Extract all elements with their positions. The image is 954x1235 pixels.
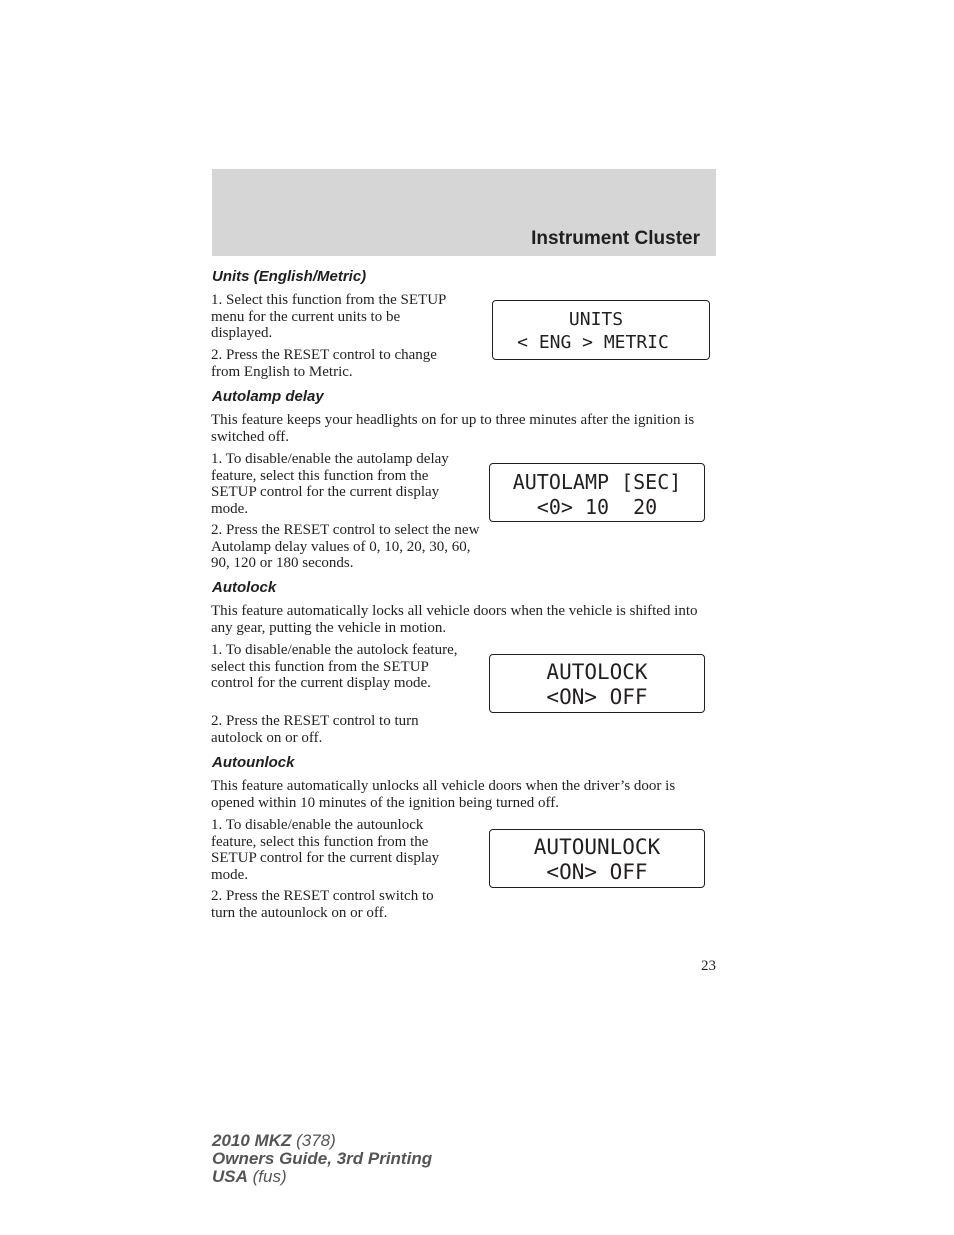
autolamp-display (489, 463, 705, 522)
footer-model: 2010 MKZ (212, 1131, 292, 1150)
autolamp-intro: This feature keeps your headlights on for up to three minutes after the ignition is switched off. (211, 412, 695, 445)
autolamp-step-2: 2. Press the RESET control to select the new Autolamp delay values of 0, 10, 20, 30, 60, 90, 120 or 180 seconds. (211, 522, 480, 571)
units-step-1: 1. Select this function from the SETUP menu for the current units to be displayed. (211, 292, 446, 341)
footer-market: USA (212, 1167, 248, 1186)
autounlock-display (489, 829, 705, 888)
autolamp-display-line-2: <0> 10 20 (536, 495, 658, 519)
units-display (492, 300, 710, 360)
footer-market-code: (fus) (252, 1167, 287, 1186)
footer-line-3 (212, 1168, 432, 1186)
footer-model-code: (378) (296, 1131, 336, 1150)
autolamp-step-1: 1. To disable/enable the autolamp delay feature, select this function from the SETUP control for the current display mode. (211, 451, 449, 517)
footer (212, 1132, 432, 1186)
footer-line-2 (212, 1150, 432, 1168)
autolamp-heading: Autolamp delay (212, 388, 324, 405)
page-number: 23 (701, 958, 716, 974)
units-display-line-2: < ENG > METRIC (517, 332, 669, 353)
units-heading: Units (English/Metric) (212, 268, 367, 285)
autounlock-intro: This feature automatically unlocks all vehicle doors when the driver’s door is opened within 10 minutes of the ignition being turned off. (211, 778, 676, 811)
autounlock-display-line-1: AUTOUNLOCK (533, 835, 661, 859)
units-display-line-1: UNITS (568, 309, 624, 330)
autolock-display (489, 654, 705, 713)
footer-guide: Owners Guide, 3rd Printing (212, 1149, 433, 1168)
autolock-intro: This feature automatically locks all vehicle doors when the vehicle is shifted into any gear, putting the vehicle in motion. (211, 603, 698, 636)
autolock-step-1: 1. To disable/enable the autolock feature, select this function from the SETUP control for the current display mode. (211, 642, 458, 691)
autolamp-display-line-1: AUTOLAMP [SEC] (512, 470, 682, 494)
autounlock-heading: Autounlock (212, 754, 295, 771)
autolock-heading: Autolock (212, 579, 277, 596)
section-title: Instrument Cluster (531, 228, 700, 249)
units-step-2: 2. Press the RESET control to change from English to Metric. (211, 347, 437, 380)
footer-line-1 (212, 1132, 432, 1150)
autolock-display-line-2: <ON> OFF (546, 685, 648, 709)
autounlock-display-line-2: <ON> OFF (546, 860, 648, 884)
autounlock-step-2: 2. Press the RESET control switch to turn the autounlock on or off. (211, 888, 434, 921)
autounlock-step-1: 1. To disable/enable the autounlock feature, select this function from the SETUP control for the current display mode. (211, 817, 440, 883)
autolock-display-line-1: AUTOLOCK (546, 660, 648, 684)
header-band (212, 169, 716, 256)
autolock-step-2: 2. Press the RESET control to turn autolock on or off. (211, 713, 419, 746)
